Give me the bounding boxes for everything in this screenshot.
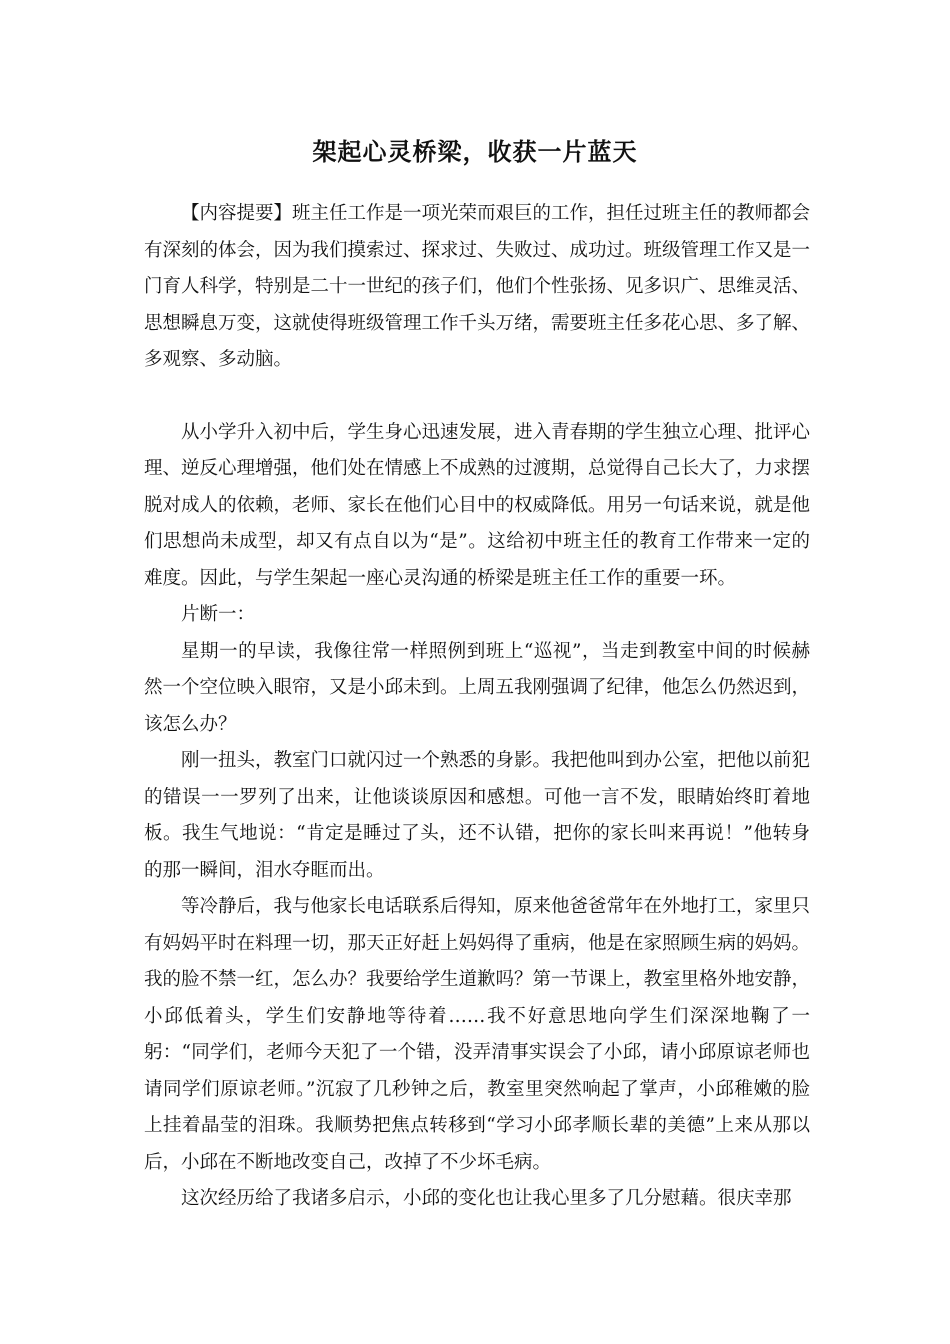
body-paragraph: 从小学升入初中后，学生身心迅速发展，进入青春期的学生独立心理、批评心理、逆反心理增强，他们处在情感上不成熟的过渡期，总觉得自己长大了，力求摆脱对成人的依赖，老师、家长在他们心目中的权威降低。用另一句话来说，就是他们思想尚未成型，却又有点自以为“是”。这给初中班主任的教育工作带来一定的难度。因此，与学生架起一座心灵沟通的桥梁是班主任工作的重要一环。	[144, 421, 811, 589]
body-paragraph: 这次经历给了我诸多启示，小邱的变化也让我心里多了几分慰藉。很庆幸那	[181, 1188, 792, 1209]
body-paragraph: 星期一的早读，我像往常一样照例到班上“巡视”，当走到教室中间的时候赫然一个空位映入眼帘，又是小邱未到。上周五我刚强调了纪律，他怎么仍然迟到，该怎么办？	[144, 640, 811, 735]
section-heading: 片断一：	[181, 604, 256, 625]
document-title: 架起心灵桥梁，收获一片蓝天	[312, 137, 638, 166]
paragraph-spacer	[144, 379, 810, 415]
abstract-paragraph: 【内容提要】班主任工作是一项光荣而艰巨的工作，担任过班主任的教师都会有深刻的体会，因为我们摸索过、探求过、失败过、成功过。班级管理工作又是一门育人科学，特别是二十一世纪的孩子们，他们个性张扬、见多识广、思维灵活、思想瞬息万变，这就使得班级管理工作千头万绪，需要班主任多花心思、多了解、多观察、多动脑。	[144, 203, 811, 370]
document-body	[144, 196, 810, 1218]
body-paragraph: 刚一扭头，教室门口就闪过一个熟悉的身影。我把他叫到办公室，把他以前犯的错误一一罗列了出来，让他谈谈原因和感想。可他一言不发，眼睛始终盯着地板。我生气地说：“肯定是睡过了头，还不认错，把你的家长叫来再说！”他转身的那一瞬间，泪水夺眶而出。	[144, 750, 811, 881]
body-paragraph: 等冷静后，我与他家长电话联系后得知，原来他爸爸常年在外地打工，家里只有妈妈平时在料理一切，那天正好赶上妈妈得了重病，他是在家照顾生病的妈妈。我的脸不禁一红，怎么办？我要给学生道歉吗？第一节课上，教室里格外地安静，小邱低着头，学生们安静地等待着……我不好意思地向学生们深深地鞠了一躬：“同学们，老师今天犯了一个错，没弄清事实误会了小邱，请小邱原谅老师也请同学们原谅老师。”沉寂了几秒钟之后，教室里突然响起了掌声，小邱稚嫩的脸上挂着晶莹的泪珠。我顺势把焦点转移到“学习小邱孝顺长辈的美德”上来从那以后，小邱在不断地改变自己，改掉了不少坏毛病。	[144, 896, 811, 1173]
